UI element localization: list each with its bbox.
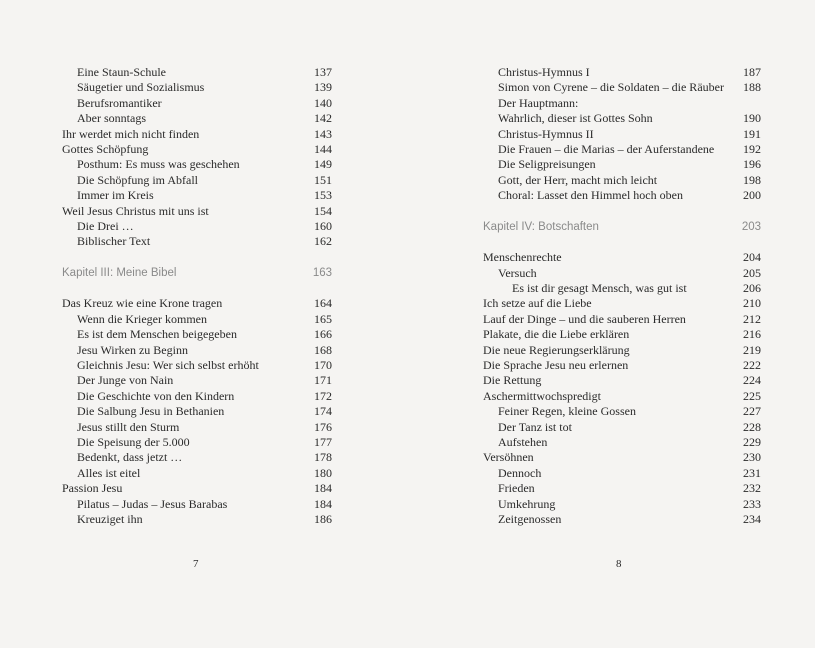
toc-entry (483, 157, 761, 172)
toc-entry (62, 450, 332, 465)
toc-entry (62, 204, 332, 219)
page-number-footer: 7 (193, 558, 199, 570)
toc-entry (483, 96, 761, 111)
toc-entry (483, 420, 761, 435)
toc-entry-page: 180 (314, 465, 332, 480)
toc-entry (62, 512, 332, 527)
toc-entry-title: Versuch (498, 265, 537, 280)
table-of-contents-right (483, 65, 761, 527)
toc-entry-page: 191 (743, 126, 761, 141)
toc-entry-page: 188 (743, 80, 761, 95)
chapter-title: Kapitel IV: Botschaften (483, 220, 599, 233)
toc-entry-title: Zeitgenossen (498, 511, 562, 526)
toc-entry-title: Menschenrechte (483, 250, 562, 265)
toc-entry (483, 111, 761, 126)
toc-entry (483, 358, 761, 373)
toc-entry-title: Frieden (498, 481, 535, 496)
toc-entry-page: 222 (743, 358, 761, 373)
toc-entry-title: Jesus stillt den Sturm (77, 419, 180, 434)
toc-entry (483, 450, 761, 465)
toc-entry-title: Kreuziget ihn (77, 511, 143, 526)
toc-entry (483, 281, 761, 296)
toc-entry-title: Umkehrung (498, 496, 556, 511)
toc-entry-title: Säugetier und Sozialismus (77, 80, 205, 95)
toc-entry (483, 188, 761, 203)
toc-entry-title: Simon von Cyrene – die Soldaten – die Räuber (498, 80, 724, 95)
toc-entry (483, 80, 761, 95)
chapter-page-number: 203 (741, 220, 761, 233)
toc-entry-title: Christus-Hymnus I (498, 65, 590, 79)
toc-entry-title: Die Geschichte von den Kindern (77, 388, 235, 403)
toc-entry-title: Berufsromantiker (77, 95, 162, 110)
toc-entry-page: 200 (743, 188, 761, 203)
toc-entry (62, 234, 332, 249)
toc-entry-page: 184 (314, 496, 332, 511)
toc-block-1 (483, 65, 761, 204)
toc-entry (62, 173, 332, 188)
toc-entry (62, 389, 332, 404)
toc-entry-title: Aber sonntags (77, 111, 146, 126)
toc-entry-page: 177 (314, 434, 332, 449)
toc-entry-page: 165 (314, 311, 332, 326)
chapter-title: Kapitel III: Meine Bibel (62, 266, 177, 279)
toc-entry-title: Es ist dir gesagt Mensch, was gut ist (512, 281, 687, 296)
toc-entry-page: 137 (314, 65, 332, 79)
toc-entry-title: Der Junge von Nain (77, 373, 174, 388)
toc-entry-page: 225 (743, 388, 761, 403)
toc-entry-title: Jesu Wirken zu Beginn (77, 342, 188, 357)
toc-entry-title: Lauf der Dinge – und die sauberen Herren (483, 311, 686, 326)
toc-entry-page: 154 (314, 203, 332, 218)
toc-entry-page: 184 (314, 481, 332, 496)
toc-entry (62, 481, 332, 496)
toc-entry (62, 420, 332, 435)
toc-entry-page: 172 (314, 388, 332, 403)
toc-entry-page: 142 (314, 111, 332, 126)
toc-entry (483, 343, 761, 358)
toc-entry-title: Alles ist eitel (77, 465, 141, 480)
toc-entry (483, 497, 761, 512)
toc-entry-title: Versöhnen (483, 450, 534, 465)
toc-entry-page: 228 (743, 419, 761, 434)
toc-entry-title: Dennoch (498, 465, 542, 480)
toc-entry-page: 164 (314, 296, 332, 311)
toc-block-2 (62, 296, 332, 527)
toc-entry-page: 205 (743, 265, 761, 280)
toc-entry (483, 389, 761, 404)
toc-entry-title: Choral: Lasset den Himmel hoch oben (498, 188, 683, 203)
toc-entry-title: Feiner Regen, kleine Gossen (498, 404, 636, 419)
toc-entry-title: Die Sprache Jesu neu erlernen (483, 358, 629, 373)
toc-entry-page: 178 (314, 450, 332, 465)
toc-entry (62, 65, 332, 80)
toc-entry-title: Das Kreuz wie eine Krone tragen (62, 296, 223, 311)
toc-entry-title: Ihr werdet mich nicht finden (62, 126, 200, 141)
toc-entry (483, 435, 761, 450)
toc-entry-page: 176 (314, 419, 332, 434)
toc-entry-page: 187 (743, 65, 761, 79)
toc-entry (483, 250, 761, 265)
toc-block-1 (62, 65, 332, 250)
toc-entry (62, 343, 332, 358)
toc-entry (62, 111, 332, 126)
toc-entry-page: 198 (743, 172, 761, 187)
toc-entry (62, 435, 332, 450)
toc-entry (62, 157, 332, 172)
toc-entry-page: 206 (743, 281, 761, 296)
toc-entry (62, 219, 332, 234)
toc-entry-page: 190 (743, 111, 761, 126)
toc-entry-title: Biblischer Text (77, 234, 151, 249)
toc-entry-title: Ich setze auf die Liebe (483, 296, 592, 311)
chapter-heading (62, 266, 332, 281)
toc-entry-page: 192 (743, 141, 761, 156)
toc-entry-title: Die neue Regierungserklärung (483, 342, 630, 357)
toc-entry-title: Gottes Schöpfung (62, 141, 149, 156)
toc-entry (62, 127, 332, 142)
toc-entry-page: 149 (314, 157, 332, 172)
toc-entry-page: 160 (314, 218, 332, 233)
toc-entry-title: Wenn die Krieger kommen (77, 311, 207, 326)
toc-entry (62, 142, 332, 157)
toc-entry-page: 219 (743, 342, 761, 357)
toc-entry-page: 233 (743, 496, 761, 511)
toc-entry (483, 327, 761, 342)
toc-entry (62, 404, 332, 419)
toc-entry (483, 142, 761, 157)
toc-entry-title: Die Seligpreisungen (498, 157, 596, 172)
toc-entry-title: Passion Jesu (62, 481, 123, 496)
toc-entry-title: Eine Staun-Schule (77, 65, 166, 79)
toc-entry-title: Aufstehen (498, 434, 548, 449)
toc-entry-page: 210 (743, 296, 761, 311)
toc-entry (483, 173, 761, 188)
left-page (0, 0, 407, 648)
toc-entry-page: 216 (743, 327, 761, 342)
toc-entry-page: 162 (314, 234, 332, 249)
toc-entry-title: Wahrlich, dieser ist Gottes Sohn (498, 111, 653, 126)
chapter-page-number: 163 (312, 266, 332, 279)
toc-entry-page: 140 (314, 95, 332, 110)
toc-entry-title: Gleichnis Jesu: Wer sich selbst erhöht (77, 358, 259, 373)
toc-entry (62, 80, 332, 95)
toc-entry-page: 143 (314, 126, 332, 141)
toc-block-2 (483, 250, 761, 527)
toc-entry-page: 234 (743, 511, 761, 526)
toc-entry-title: Weil Jesus Christus mit uns ist (62, 203, 209, 218)
toc-entry-title: Posthum: Es muss was geschehen (77, 157, 240, 172)
toc-entry (62, 358, 332, 373)
toc-entry-page: 229 (743, 434, 761, 449)
toc-entry-page: 153 (314, 188, 332, 203)
page-number-footer: 8 (616, 558, 622, 570)
toc-entry-title: Aschermittwochspredigt (483, 388, 601, 403)
toc-entry (483, 312, 761, 327)
toc-entry (483, 404, 761, 419)
toc-entry-title: Der Hauptmann: (498, 95, 579, 110)
toc-entry-page: 227 (743, 404, 761, 419)
toc-entry-page: 151 (314, 172, 332, 187)
toc-entry-page: 231 (743, 465, 761, 480)
toc-entry-title: Plakate, die die Liebe erklären (483, 327, 630, 342)
toc-entry (483, 296, 761, 311)
toc-entry-title: Gott, der Herr, macht mich leicht (498, 172, 658, 187)
toc-entry-title: Die Schöpfung im Abfall (77, 172, 198, 187)
toc-entry (62, 188, 332, 203)
toc-entry-page: 230 (743, 450, 761, 465)
toc-entry-title: Immer im Kreis (77, 188, 154, 203)
toc-entry-title: Die Speisung der 5.000 (77, 434, 190, 449)
toc-entry-page: 166 (314, 327, 332, 342)
toc-entry-title: Pilatus – Judas – Jesus Barabas (77, 496, 228, 511)
toc-entry-page: 174 (314, 404, 332, 419)
toc-entry (62, 96, 332, 111)
toc-entry-page: 196 (743, 157, 761, 172)
toc-entry-title: Die Rettung (483, 373, 542, 388)
toc-entry-page: 232 (743, 481, 761, 496)
toc-entry (62, 497, 332, 512)
toc-entry (483, 266, 761, 281)
toc-entry (483, 127, 761, 142)
toc-entry (62, 466, 332, 481)
chapter-heading (483, 220, 761, 235)
toc-entry-title: Die Salbung Jesu in Bethanien (77, 404, 225, 419)
toc-entry-title: Die Drei … (77, 218, 134, 233)
toc-entry-page: 171 (314, 373, 332, 388)
toc-entry (62, 296, 332, 311)
toc-entry (62, 373, 332, 388)
toc-entry-title: Christus-Hymnus II (498, 126, 594, 141)
toc-entry-page: 186 (314, 511, 332, 526)
toc-entry (483, 512, 761, 527)
toc-entry-title: Es ist dem Menschen beigegeben (77, 327, 237, 342)
right-page (407, 0, 815, 648)
toc-entry (483, 466, 761, 481)
toc-entry (483, 65, 761, 80)
toc-entry-page: 204 (743, 250, 761, 265)
toc-entry (62, 312, 332, 327)
toc-entry (483, 481, 761, 496)
toc-entry-page: 224 (743, 373, 761, 388)
toc-entry-page: 139 (314, 80, 332, 95)
toc-entry-page: 168 (314, 342, 332, 357)
toc-entry-title: Die Frauen – die Marias – der Auferstandene (498, 141, 715, 156)
toc-entry-page: 212 (743, 311, 761, 326)
toc-entry-title: Der Tanz ist tot (498, 419, 572, 434)
toc-entry-page: 144 (314, 141, 332, 156)
toc-entry-title: Bedenkt, dass jetzt … (77, 450, 183, 465)
toc-entry (62, 327, 332, 342)
toc-entry (483, 373, 761, 388)
table-of-contents-left (62, 65, 332, 527)
toc-entry-page: 170 (314, 358, 332, 373)
